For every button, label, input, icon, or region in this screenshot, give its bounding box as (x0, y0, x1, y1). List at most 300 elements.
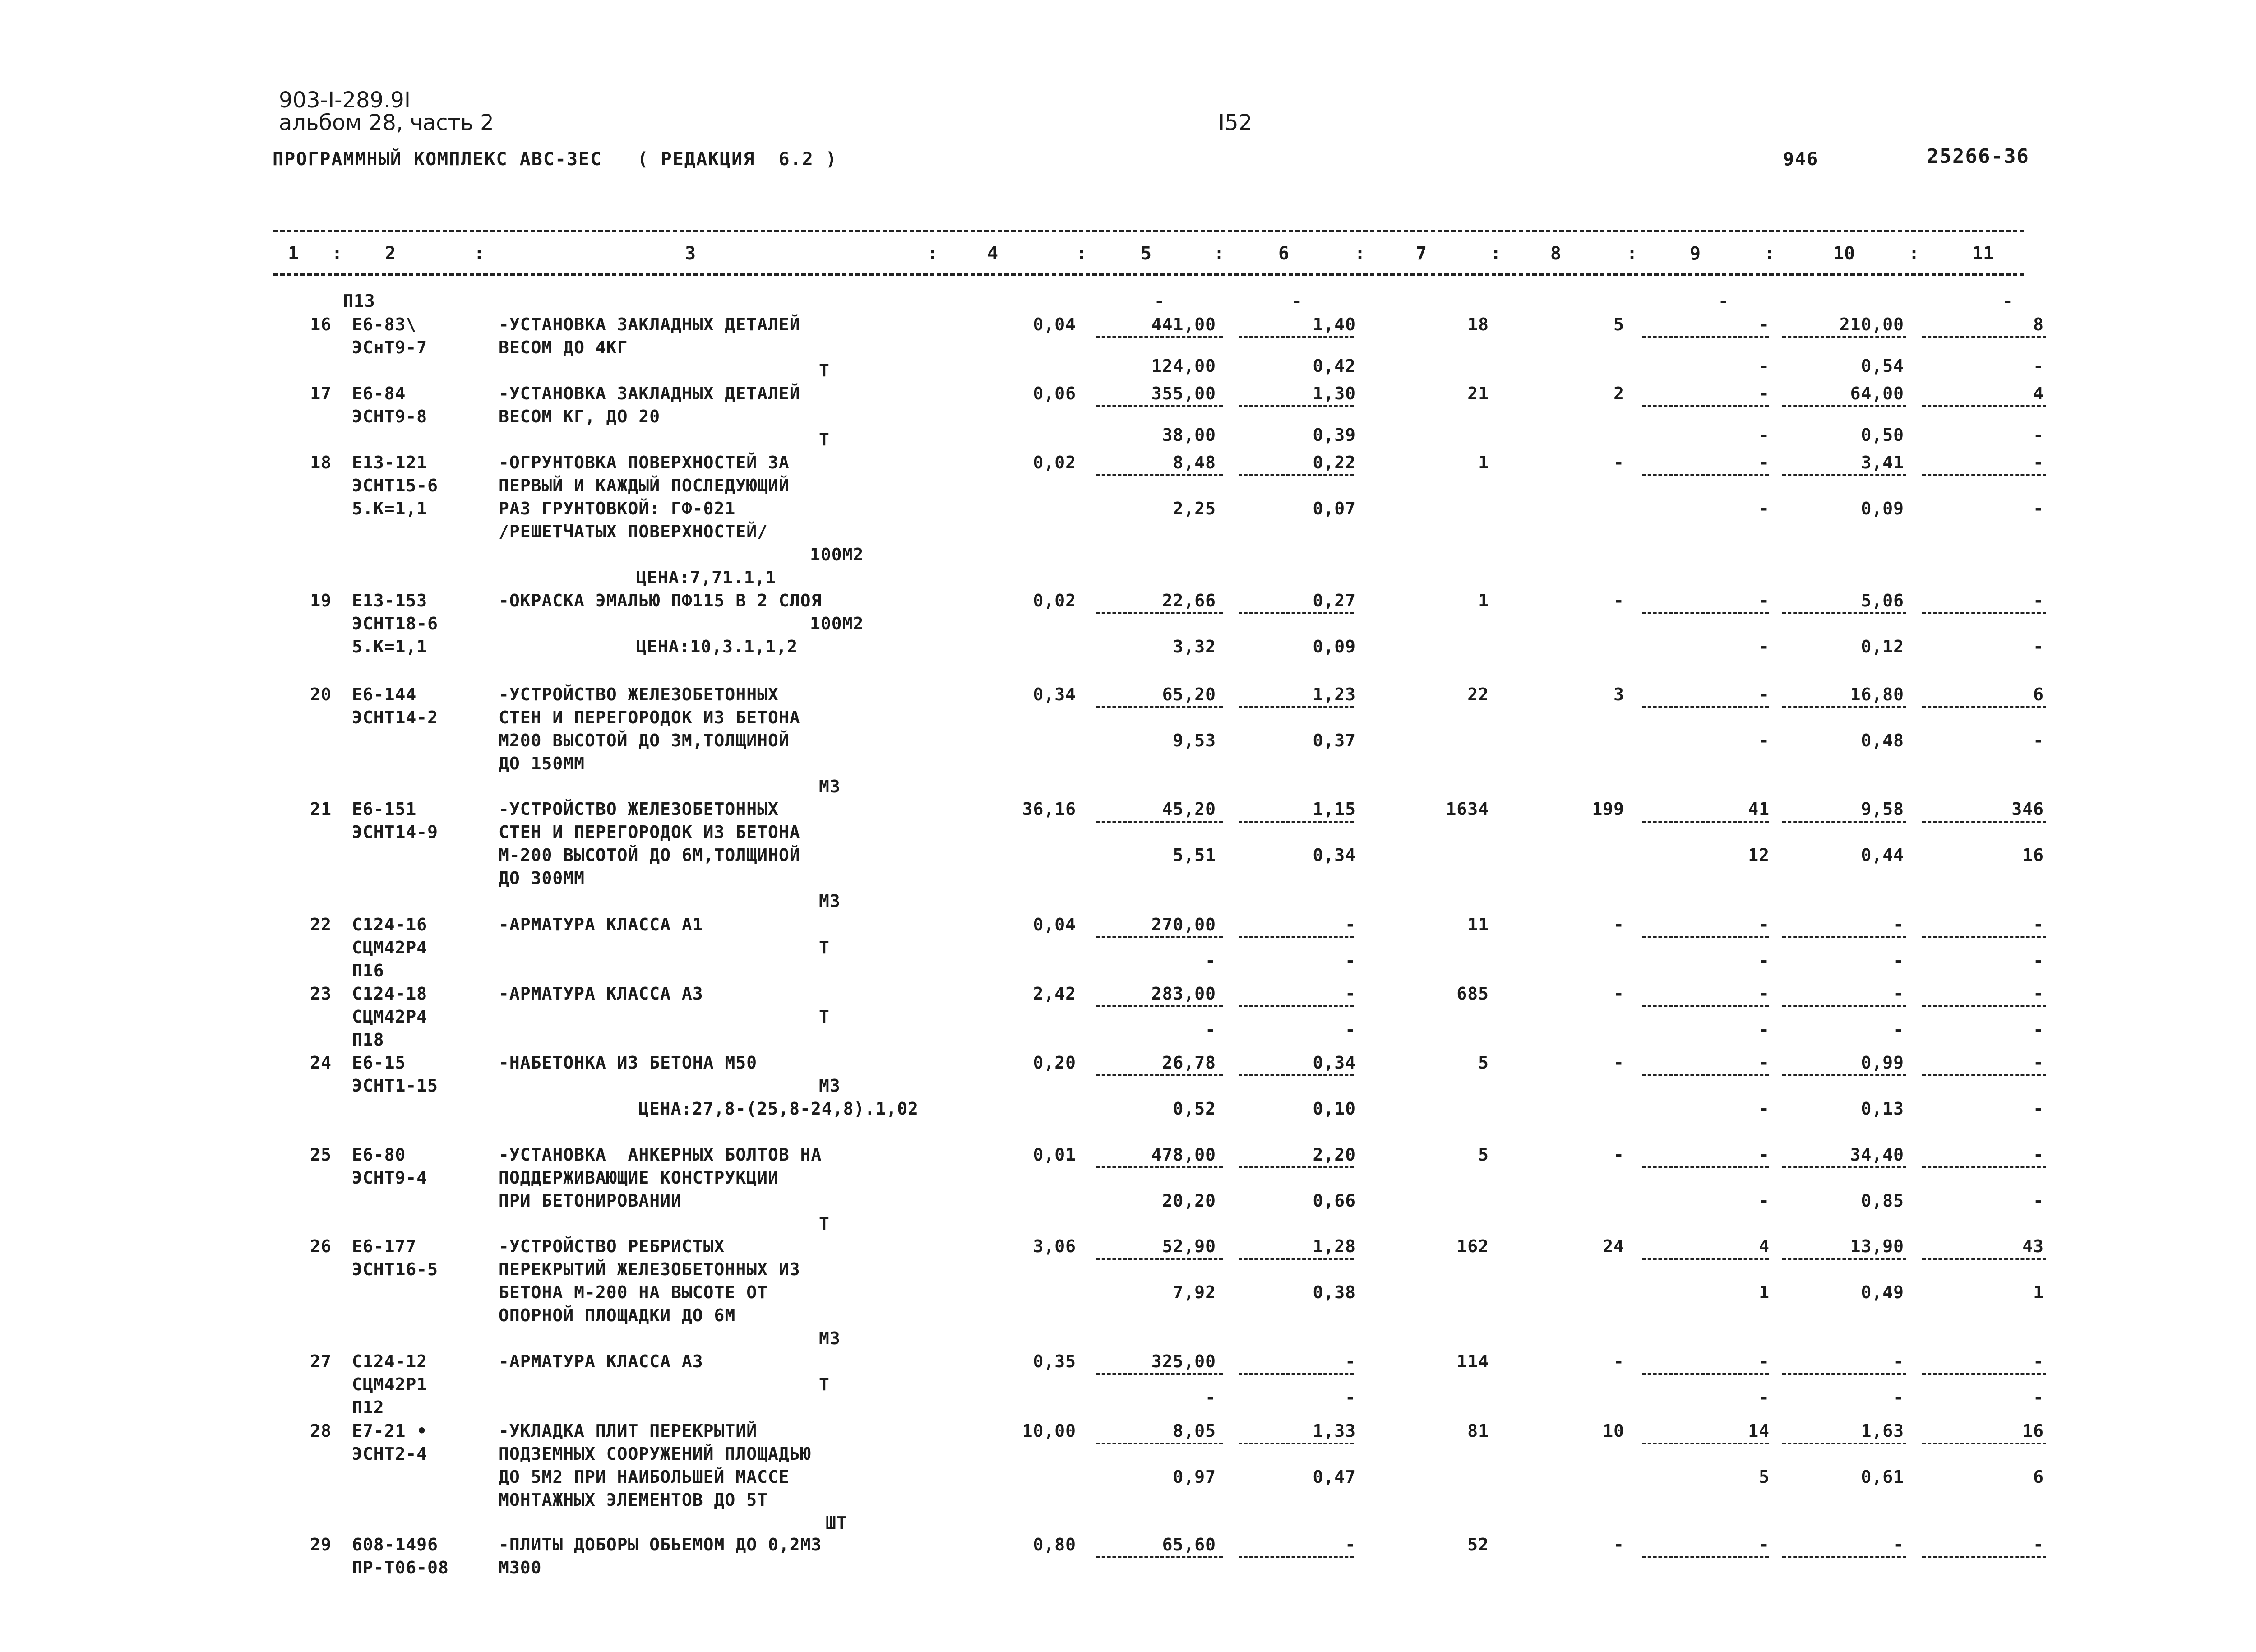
row-description-line: -ПЛИТЫ ДОБОРЫ ОБЬЕМОМ ДО 0,2М3 (499, 1535, 822, 1555)
column-separator: : (1490, 243, 1502, 264)
cell-col10: - (1893, 984, 1904, 1004)
cell-col7: 22 (1467, 685, 1489, 704)
row-code-line: С124-18 (352, 984, 428, 1004)
cell-col9: - (1759, 1351, 1770, 1371)
row-description-line: -ОКРАСКА ЭМАЛЬЮ ПФ115 В 2 СЛОЯ (499, 591, 822, 611)
row-code-line: П12 (352, 1397, 384, 1417)
cell-col5: 65,60 (1162, 1535, 1216, 1555)
cell-col8: 10 (1603, 1421, 1624, 1441)
row-description-line: РАЗ ГРУНТОВКОЙ: ГФ-021 (499, 499, 736, 518)
cell-sub-col10: 0,13 (1861, 1099, 1904, 1119)
cell-col10: 210,00 (1839, 315, 1904, 334)
row-code-line: Е6-144 (352, 685, 417, 704)
cell-rule (1782, 1443, 1906, 1444)
cell-col5: 283,00 (1151, 984, 1216, 1004)
column-header-9: 9 (1689, 243, 1701, 264)
cell-sub-col10: 0,44 (1861, 845, 1904, 865)
cell-col6: 1,40 (1313, 315, 1356, 334)
cell-col9: - (1759, 1535, 1770, 1555)
cell-col8: - (1613, 1053, 1624, 1073)
row-number: 26 (310, 1236, 332, 1256)
cell-col10: 3,41 (1861, 453, 1904, 472)
cell-col6: 1,15 (1313, 799, 1356, 819)
cell-col7: 5 (1478, 1053, 1489, 1073)
cell-sub-col9: - (1759, 951, 1770, 971)
cell-col6: - (1345, 915, 1356, 935)
row-code-line: Е6-80 (352, 1145, 406, 1165)
column-header-2: 2 (384, 243, 396, 264)
row-number: 16 (310, 315, 332, 334)
cell-rule (1642, 405, 1769, 407)
cell-rule (1239, 1166, 1354, 1168)
cell-col8: - (1613, 915, 1624, 935)
cell-sub-col11: 6 (2033, 1467, 2044, 1487)
cell-rule (1922, 1005, 2046, 1007)
row-price-note: ЦЕНА:10,3.1,1,2 (636, 637, 798, 657)
row-code-line: 5.К=1,1 (352, 637, 428, 657)
row-code-line: ЭСНТ2-4 (352, 1444, 428, 1464)
cell-col8: - (1613, 984, 1624, 1004)
cell-sub-col9: - (1759, 356, 1770, 376)
cell-col11: - (2033, 1145, 2044, 1165)
cell-rule (1922, 336, 2046, 338)
cell-col7: 1 (1478, 453, 1489, 472)
cell-sub-col6: 0,42 (1313, 356, 1356, 376)
cell-sub-col11: 1 (2033, 1282, 2044, 1302)
column-header-11: 11 (1972, 243, 1994, 264)
row-unit: Т (819, 430, 830, 449)
cell-col4: 0,80 (1033, 1535, 1076, 1555)
cell-sub-col5: 9,53 (1173, 731, 1216, 750)
cell-sub-col10: 0,61 (1861, 1467, 1904, 1487)
cell-col11: 4 (2033, 384, 2044, 403)
cell-col10: 5,06 (1861, 591, 1904, 611)
cell-col9: - (1759, 1053, 1770, 1073)
cell-col5: - (1154, 291, 1165, 311)
cell-col7: 18 (1467, 315, 1489, 334)
row-code-line: П16 (352, 961, 384, 981)
row-code-line: Е7-21 • (352, 1421, 428, 1441)
cell-col7: 52 (1467, 1535, 1489, 1555)
cell-rule (1782, 1556, 1906, 1558)
row-unit: Т (819, 1374, 830, 1394)
cell-col11: 6 (2033, 685, 2044, 704)
cell-col5: 26,78 (1162, 1053, 1216, 1073)
row-code-line: СЦМ42Р1 (352, 1374, 428, 1394)
cell-col10: 9,58 (1861, 799, 1904, 819)
cell-col11: 8 (2033, 315, 2044, 334)
column-header-5: 5 (1140, 243, 1152, 264)
cell-col6: - (1345, 1535, 1356, 1555)
cell-col9: - (1759, 384, 1770, 403)
cell-rule (1096, 612, 1223, 614)
row-description-line: -УСТРОЙСТВО РЕБРИСТЫХ (499, 1236, 725, 1256)
cell-rule (1922, 405, 2046, 407)
cell-sub-col9: 5 (1759, 1467, 1770, 1487)
cell-rule (1642, 612, 1769, 614)
cell-col6: 2,20 (1313, 1145, 1356, 1165)
row-code-line: ПР-Т06-08 (352, 1558, 449, 1578)
cell-sub-col5: 20,20 (1162, 1191, 1216, 1211)
cell-rule (1642, 1166, 1769, 1168)
column-header-3: 3 (684, 243, 696, 264)
cell-rule (1096, 936, 1223, 938)
cell-sub-col11: 16 (2022, 845, 2044, 865)
cell-rule (1642, 936, 1769, 938)
cell-rule (1922, 1166, 2046, 1168)
cell-col6: 1,30 (1313, 384, 1356, 403)
cell-col9: 14 (1748, 1421, 1770, 1441)
cell-col4: 10,00 (1022, 1421, 1076, 1441)
cell-rule (1239, 706, 1354, 708)
row-description-line: ОПОРНОЙ ПЛОЩАДКИ ДО 6М (499, 1305, 736, 1325)
cell-col11: - (2033, 984, 2044, 1004)
cell-sub-col5: 0,52 (1173, 1099, 1216, 1119)
cell-sub-col11: - (2033, 1020, 2044, 1040)
cell-sub-col9: - (1759, 425, 1770, 445)
cell-col11: - (2002, 291, 2013, 311)
cell-col5: 270,00 (1151, 915, 1216, 935)
row-number: 20 (310, 685, 332, 704)
cell-sub-col5: 0,97 (1173, 1467, 1216, 1487)
cell-col11: - (2033, 453, 2044, 472)
cell-rule (1642, 1443, 1769, 1444)
cell-sub-col10: - (1893, 951, 1904, 971)
cell-rule (1239, 1005, 1354, 1007)
cell-col4: 2,42 (1033, 984, 1076, 1004)
cell-col6: 0,34 (1313, 1053, 1356, 1073)
cell-rule (1096, 1166, 1223, 1168)
row-description-line: -УСТАНОВКА ЗАКЛАДНЫХ ДЕТАЛЕЙ (499, 315, 800, 334)
row-description-line: -АРМАТУРА КЛАССА А1 (499, 915, 703, 935)
cell-rule (1096, 336, 1223, 338)
row-description-line: -УСТРОЙСТВО ЖЕЛЕЗОБЕТОННЫХ (499, 685, 779, 704)
cell-col9: - (1759, 453, 1770, 472)
cell-col8: 5 (1613, 315, 1624, 334)
cell-col5: 441,00 (1151, 315, 1216, 334)
cell-rule (1922, 1373, 2046, 1375)
code-left: 946 (1783, 149, 1819, 170)
cell-rule (1096, 1005, 1223, 1007)
cell-col4: 36,16 (1022, 799, 1076, 819)
cell-col9: - (1759, 984, 1770, 1004)
row-unit: М3 (819, 777, 841, 796)
row-number: 18 (310, 453, 332, 472)
cell-sub-col6: - (1345, 1388, 1356, 1407)
cell-col6: 1,33 (1313, 1421, 1356, 1441)
row-number: 28 (310, 1421, 332, 1441)
cell-sub-col5: 3,32 (1173, 637, 1216, 657)
cell-col5: 8,05 (1173, 1421, 1216, 1441)
cell-sub-col6: 0,34 (1313, 845, 1356, 865)
cell-rule (1782, 1005, 1906, 1007)
cell-sub-col6: 0,38 (1313, 1282, 1356, 1302)
cell-sub-col11: - (2033, 1388, 2044, 1407)
cell-sub-col10: 0,09 (1861, 499, 1904, 518)
cell-sub-col10: - (1893, 1388, 1904, 1407)
cell-col7: 11 (1467, 915, 1489, 935)
cell-col8: 199 (1592, 799, 1624, 819)
code-right: 25266-36 (1927, 145, 2029, 168)
cell-rule (1239, 1074, 1354, 1076)
cell-col7: 114 (1456, 1351, 1489, 1371)
cell-col11: 16 (2022, 1421, 2044, 1441)
cell-col5: 478,00 (1151, 1145, 1216, 1165)
cell-rule (1642, 1373, 1769, 1375)
cell-col10: 13,90 (1850, 1236, 1904, 1256)
row-number: 17 (310, 384, 332, 403)
row-code-line: С124-12 (352, 1351, 428, 1371)
program-title: ПРОГРАММНЫЙ КОМПЛЕКС АВС-3ЕС ( РЕДАКЦИЯ 6.2 ) (273, 149, 837, 170)
row-code-line: Е6-84 (352, 384, 406, 403)
cell-col11: - (2033, 591, 2044, 611)
cell-sub-col5: - (1205, 951, 1216, 971)
cell-rule (1922, 821, 2046, 823)
row-description-line: МОНТАЖНЫХ ЭЛЕМЕНТОВ ДО 5Т (499, 1490, 768, 1510)
cell-col5: 52,90 (1162, 1236, 1216, 1256)
cell-rule (1922, 474, 2046, 476)
cell-col5: 22,66 (1162, 591, 1216, 611)
row-number: 25 (310, 1145, 332, 1165)
document-number: 903-I-289.9I (279, 88, 411, 113)
cell-col9: - (1759, 1145, 1770, 1165)
cell-rule (1239, 1258, 1354, 1260)
cell-rule (1239, 405, 1354, 407)
cell-col11: 43 (2022, 1236, 2044, 1256)
row-code-line: ЭСНТ16-5 (352, 1259, 439, 1279)
row-price-note: ЦЕНА:27,8-(25,8-24,8).1,02 (638, 1099, 919, 1119)
row-code-line: ЭСНТ14-9 (352, 822, 439, 842)
cell-col6: - (1292, 291, 1303, 311)
cell-rule (1642, 474, 1769, 476)
header-rule-top (273, 230, 2024, 232)
cell-col8: - (1613, 453, 1624, 472)
row-number: 23 (310, 984, 332, 1004)
cell-sub-col11: - (2033, 951, 2044, 971)
column-separator: : (927, 243, 938, 264)
cell-sub-col10: 0,48 (1861, 731, 1904, 750)
column-separator: : (1214, 243, 1225, 264)
row-code-line: 608-1496 (352, 1535, 439, 1555)
cell-sub-col5: - (1205, 1388, 1216, 1407)
cell-col11: - (2033, 1535, 2044, 1555)
row-unit: М3 (819, 1076, 841, 1096)
cell-col5: 325,00 (1151, 1351, 1216, 1371)
row-description-line: -АРМАТУРА КЛАССА А3 (499, 984, 703, 1004)
row-description-line: -УКЛАДКА ПЛИТ ПЕРЕКРЫТИЙ (499, 1421, 758, 1441)
row-code-line: Е13-121 (352, 453, 428, 472)
row-number: 19 (310, 591, 332, 611)
row-description-line: М300 (499, 1558, 542, 1578)
row-unit: Т (819, 361, 830, 380)
cell-rule (1782, 1074, 1906, 1076)
cell-col4: 0,34 (1033, 685, 1076, 704)
row-unit: 100М2 (810, 614, 864, 634)
cell-sub-col11: - (2033, 637, 2044, 657)
cell-rule (1922, 612, 2046, 614)
cell-sub-col11: - (2033, 1099, 2044, 1119)
cell-sub-col6: - (1345, 951, 1356, 971)
cell-col10: 34,40 (1850, 1145, 1904, 1165)
cell-sub-col5: 38,00 (1162, 425, 1216, 445)
cell-rule (1922, 1258, 2046, 1260)
cell-col10: - (1893, 915, 1904, 935)
cell-rule (1922, 1074, 2046, 1076)
row-description-line: М200 ВЫСОТОЙ ДО 3М,ТОЛЩИНОЙ (499, 731, 790, 750)
cell-col9: 41 (1748, 799, 1770, 819)
row-unit: Т (819, 1007, 830, 1027)
cell-sub-col9: - (1759, 1099, 1770, 1119)
row-description-line: -НАБЕТОНКА ИЗ БЕТОНА М50 (499, 1053, 758, 1073)
column-separator: : (1076, 243, 1087, 264)
cell-col7: 5 (1478, 1145, 1489, 1165)
cell-sub-col9: - (1759, 1020, 1770, 1040)
column-header-8: 8 (1550, 243, 1562, 264)
cell-col8: 24 (1603, 1236, 1624, 1256)
cell-col9: - (1718, 291, 1729, 311)
cell-col10: 16,80 (1850, 685, 1904, 704)
cell-col7: 162 (1456, 1236, 1489, 1256)
row-description-line: ДО 300ММ (499, 868, 585, 888)
row-code-line: ЭСНТ15-6 (352, 476, 439, 495)
row-description-line: -ОГРУНТОВКА ПОВЕРХНОСТЕЙ ЗА (499, 453, 790, 472)
cell-col9: - (1759, 315, 1770, 334)
cell-col7: 81 (1467, 1421, 1489, 1441)
cell-col6: - (1345, 984, 1356, 1004)
cell-col4: 0,01 (1033, 1145, 1076, 1165)
cell-col9: - (1759, 685, 1770, 704)
cell-col4: 3,06 (1033, 1236, 1076, 1256)
cell-rule (1782, 336, 1906, 338)
row-description-line: СТЕН И ПЕРЕГОРОДОК ИЗ БЕТОНА (499, 708, 800, 727)
row-unit: М3 (819, 1328, 841, 1348)
cell-col6: 1,28 (1313, 1236, 1356, 1256)
cell-rule (1922, 1556, 2046, 1558)
row-description-line: М-200 ВЫСОТОЙ ДО 6М,ТОЛЩИНОЙ (499, 845, 800, 865)
row-unit: Т (819, 938, 830, 958)
cell-rule (1642, 706, 1769, 708)
row-description-line: ПЕРЕКРЫТИЙ ЖЕЛЕЗОБЕТОННЫХ ИЗ (499, 1259, 800, 1279)
row-description-line: ДО 5М2 ПРИ НАИБОЛЬШЕЙ МАССЕ (499, 1467, 790, 1487)
cell-rule (1922, 1443, 2046, 1444)
column-header-10: 10 (1833, 243, 1855, 264)
cell-col11: - (2033, 1351, 2044, 1371)
cell-col6: 1,23 (1313, 685, 1356, 704)
cell-sub-col11: - (2033, 356, 2044, 376)
cell-rule (1642, 336, 1769, 338)
cell-col7: 685 (1456, 984, 1489, 1004)
row-description-line: ДО 150ММ (499, 754, 585, 773)
cell-rule (1096, 706, 1223, 708)
row-description-line: ПЕРВЫЙ И КАЖДЫЙ ПОСЛЕДУЮЩИЙ (499, 476, 790, 495)
row-code-line: Е6-83\ (352, 315, 417, 334)
cell-sub-col6: 0,37 (1313, 731, 1356, 750)
cell-col5: 355,00 (1151, 384, 1216, 403)
row-code-line: Е13-153 (352, 591, 428, 611)
row-code-line: 5.К=1,1 (352, 499, 428, 518)
row-unit: Т (819, 1214, 830, 1234)
column-separator: : (1909, 243, 1920, 264)
cell-rule (1782, 706, 1906, 708)
row-code-line: ЭСНТ14-2 (352, 708, 439, 727)
cell-sub-col6: - (1345, 1020, 1356, 1040)
row-description-line: -УСТРОЙСТВО ЖЕЛЕЗОБЕТОННЫХ (499, 799, 779, 819)
row-description-line: /РЕШЕТЧАТЫХ ПОВЕРХНОСТЕЙ/ (499, 522, 768, 541)
row-description-line: ПОДЗЕМНЫХ СООРУЖЕНИЙ ПЛОЩАДЬЮ (499, 1444, 811, 1464)
column-header-6: 6 (1278, 243, 1290, 264)
row-code-line: П13 (343, 291, 375, 311)
cell-rule (1239, 936, 1354, 938)
cell-rule (1239, 1373, 1354, 1375)
column-header-7: 7 (1415, 243, 1427, 264)
cell-sub-col10: 0,49 (1861, 1282, 1904, 1302)
cell-sub-col10: 0,12 (1861, 637, 1904, 657)
cell-sub-col5: 5,51 (1173, 845, 1216, 865)
row-code-line: СЦМ42Р4 (352, 1007, 428, 1027)
row-unit: 100М2 (810, 545, 864, 565)
cell-col4: 0,06 (1033, 384, 1076, 403)
cell-rule (1239, 821, 1354, 823)
column-separator: : (474, 243, 485, 264)
row-description-line: ВЕСОМ КГ, ДО 20 (499, 407, 661, 426)
cell-sub-col10: 0,54 (1861, 356, 1904, 376)
cell-sub-col6: 0,09 (1313, 637, 1356, 657)
cell-rule (1096, 1373, 1223, 1375)
cell-sub-col10: - (1893, 1020, 1904, 1040)
row-description-line: ВЕСОМ ДО 4КГ (499, 338, 628, 357)
row-description-line: ПРИ БЕТОНИРОВАНИИ (499, 1191, 682, 1211)
row-number: 22 (310, 915, 332, 935)
cell-sub-col11: - (2033, 499, 2044, 518)
row-description-line: -АРМАТУРА КЛАССА А3 (499, 1351, 703, 1371)
cell-col4: 0,04 (1033, 315, 1076, 334)
cell-sub-col5: 2,25 (1173, 499, 1216, 518)
cell-col10: 64,00 (1850, 384, 1904, 403)
cell-col6: - (1345, 1351, 1356, 1371)
column-header-4: 4 (987, 243, 999, 264)
cell-rule (1096, 1556, 1223, 1558)
cell-rule (1642, 1556, 1769, 1558)
row-code-line: С124-16 (352, 915, 428, 935)
cell-col4: 0,04 (1033, 915, 1076, 935)
cell-rule (1642, 1258, 1769, 1260)
cell-col8: - (1613, 1145, 1624, 1165)
row-description-line: -УСТАНОВКА АНКЕРНЫХ БОЛТОВ НА (499, 1145, 822, 1165)
cell-col9: - (1759, 915, 1770, 935)
cell-sub-col6: 0,39 (1313, 425, 1356, 445)
cell-sub-col10: 0,50 (1861, 425, 1904, 445)
cell-rule (1782, 1166, 1906, 1168)
cell-sub-col9: - (1759, 1191, 1770, 1211)
cell-rule (1096, 1443, 1223, 1444)
row-description-line: -УСТАНОВКА ЗАКЛАДНЫХ ДЕТАЛЕЙ (499, 384, 800, 403)
cell-col5: 8,48 (1173, 453, 1216, 472)
cell-sub-col5: 7,92 (1173, 1282, 1216, 1302)
header-rule-bottom (273, 273, 2024, 276)
column-header-1: 1 (287, 243, 299, 264)
album-label: альбом 28, часть 2 (279, 110, 494, 135)
cell-sub-col11: - (2033, 1191, 2044, 1211)
row-code-line: ЭСНТ9-8 (352, 407, 428, 426)
cell-col4: 0,20 (1033, 1053, 1076, 1073)
cell-rule (1642, 821, 1769, 823)
cell-rule (1922, 706, 2046, 708)
row-code-line: ЭСНТ1-15 (352, 1076, 439, 1096)
row-code-line: Е6-151 (352, 799, 417, 819)
cell-rule (1782, 612, 1906, 614)
cell-rule (1642, 1074, 1769, 1076)
cell-col5: 65,20 (1162, 685, 1216, 704)
